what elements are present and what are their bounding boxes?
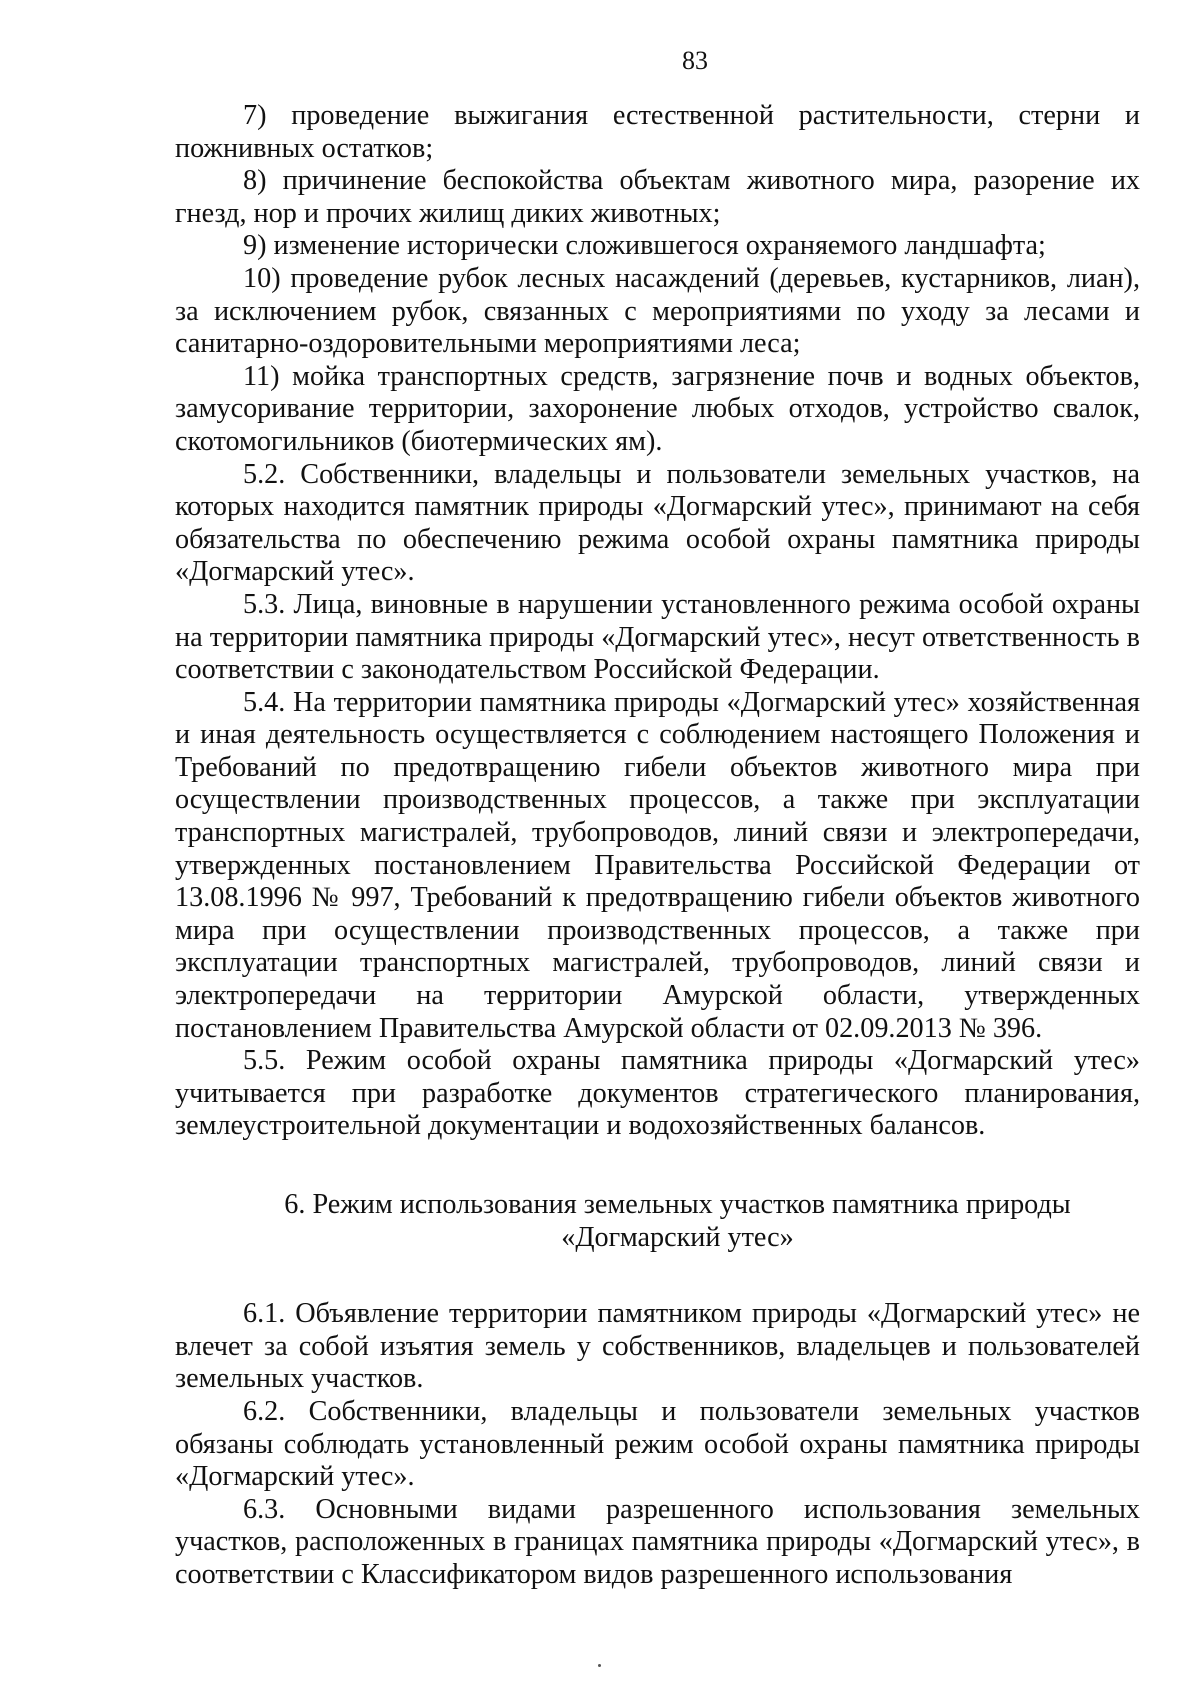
clause-5-4: 5.4. На территории памятника природы «Догмарский утес» хозяйственная и иная деятельность осуществляется с соблюдением настоящего Положения и Требований по предотвращению гибели объектов животного мира при осуществлении производственных процессов, а также при эксплуатации транспортных магистралей, трубопроводов, линий связи и электропередачи, утвержденных постановлением Правительства Российской Федерации от 13.08.1996 № 997, Требований к предотвращению гибели объектов животного мира при осуществлении производственных процессов, а также при эксплуатации транспортных магистралей, трубопроводов, линий связи и электропередачи на территории Амурской области, утвержденных постановлением Правительства Амурской области от 02.09.2013 № 396.	[175, 686, 1140, 1044]
clause-6-2: 6.2. Собственники, владельцы и пользователи земельных участков обязаны соблюдать установленный режим особой охраны памятника природы «Догмарский утес».	[175, 1395, 1140, 1493]
list-item-7: 7) проведение выжигания естественной растительности, стерни и пожнивных остатков;	[175, 100, 1140, 164]
page-number: 83	[682, 46, 708, 75]
scan-artifact-dot	[598, 1664, 601, 1667]
list-item-9: 9) изменение исторически сложившегося охраняемого ландшафта;	[243, 230, 1046, 262]
list-item-11: 11) мойка транспортных средств, загрязнение почв и водных объектов, замусоривание территории, захоронение любых отходов, устройство свалок, скотомогильников (биотермических ям).	[175, 360, 1140, 457]
clause-5-2: 5.2. Собственники, владельцы и пользователи земельных участков, на которых находится памятник природы «Догмарский утес», принимают на себя обязательства по обеспечению режима особой охраны памятника природы «Догмарский утес».	[175, 458, 1140, 588]
clause-5-3: 5.3. Лица, виновные в нарушении установленного режима особой охраны на территории памятника природы «Догмарский утес», несут ответственность в соответствии с законодательством Российской Федерации.	[175, 588, 1140, 686]
list-item-10: 10) проведение рубок лесных насаждений (деревьев, кустарников, лиан), за исключением рубок, связанных с мероприятиями по уходу за лесами и санитарно-оздоровительными мероприятиями леса;	[175, 262, 1140, 360]
clause-6-1: 6.1. Объявление территории памятником природы «Догмарский утес» не влечет за собой изъятия земель у собственников, владельцев и пользователей земельных участков.	[175, 1298, 1140, 1395]
clause-5-5: 5.5. Режим особой охраны памятника природы «Догмарский утес» учитывается при разработке документов стратегического планирования, землеустроительной документации и водохозяйственных балансов.	[175, 1045, 1140, 1142]
document-body	[175, 100, 1140, 1592]
section-6-heading	[175, 1189, 1140, 1254]
clause-6-3: 6.3. Основными видами разрешенного использования земельных участков, расположенных в границах памятника природы «Догмарский утес», в соответствии с Классификатором видов разрешенного использования	[175, 1493, 1140, 1590]
section-6-heading-line1: 6. Режим использования земельных участков памятника природы	[284, 1189, 1071, 1220]
list-item-8: 8) причинение беспокойства объектам животного мира, разорение их гнезд, нор и прочих жилищ диких животных;	[175, 165, 1140, 229]
section-6-heading-line2: «Догмарский утес»	[561, 1221, 794, 1253]
